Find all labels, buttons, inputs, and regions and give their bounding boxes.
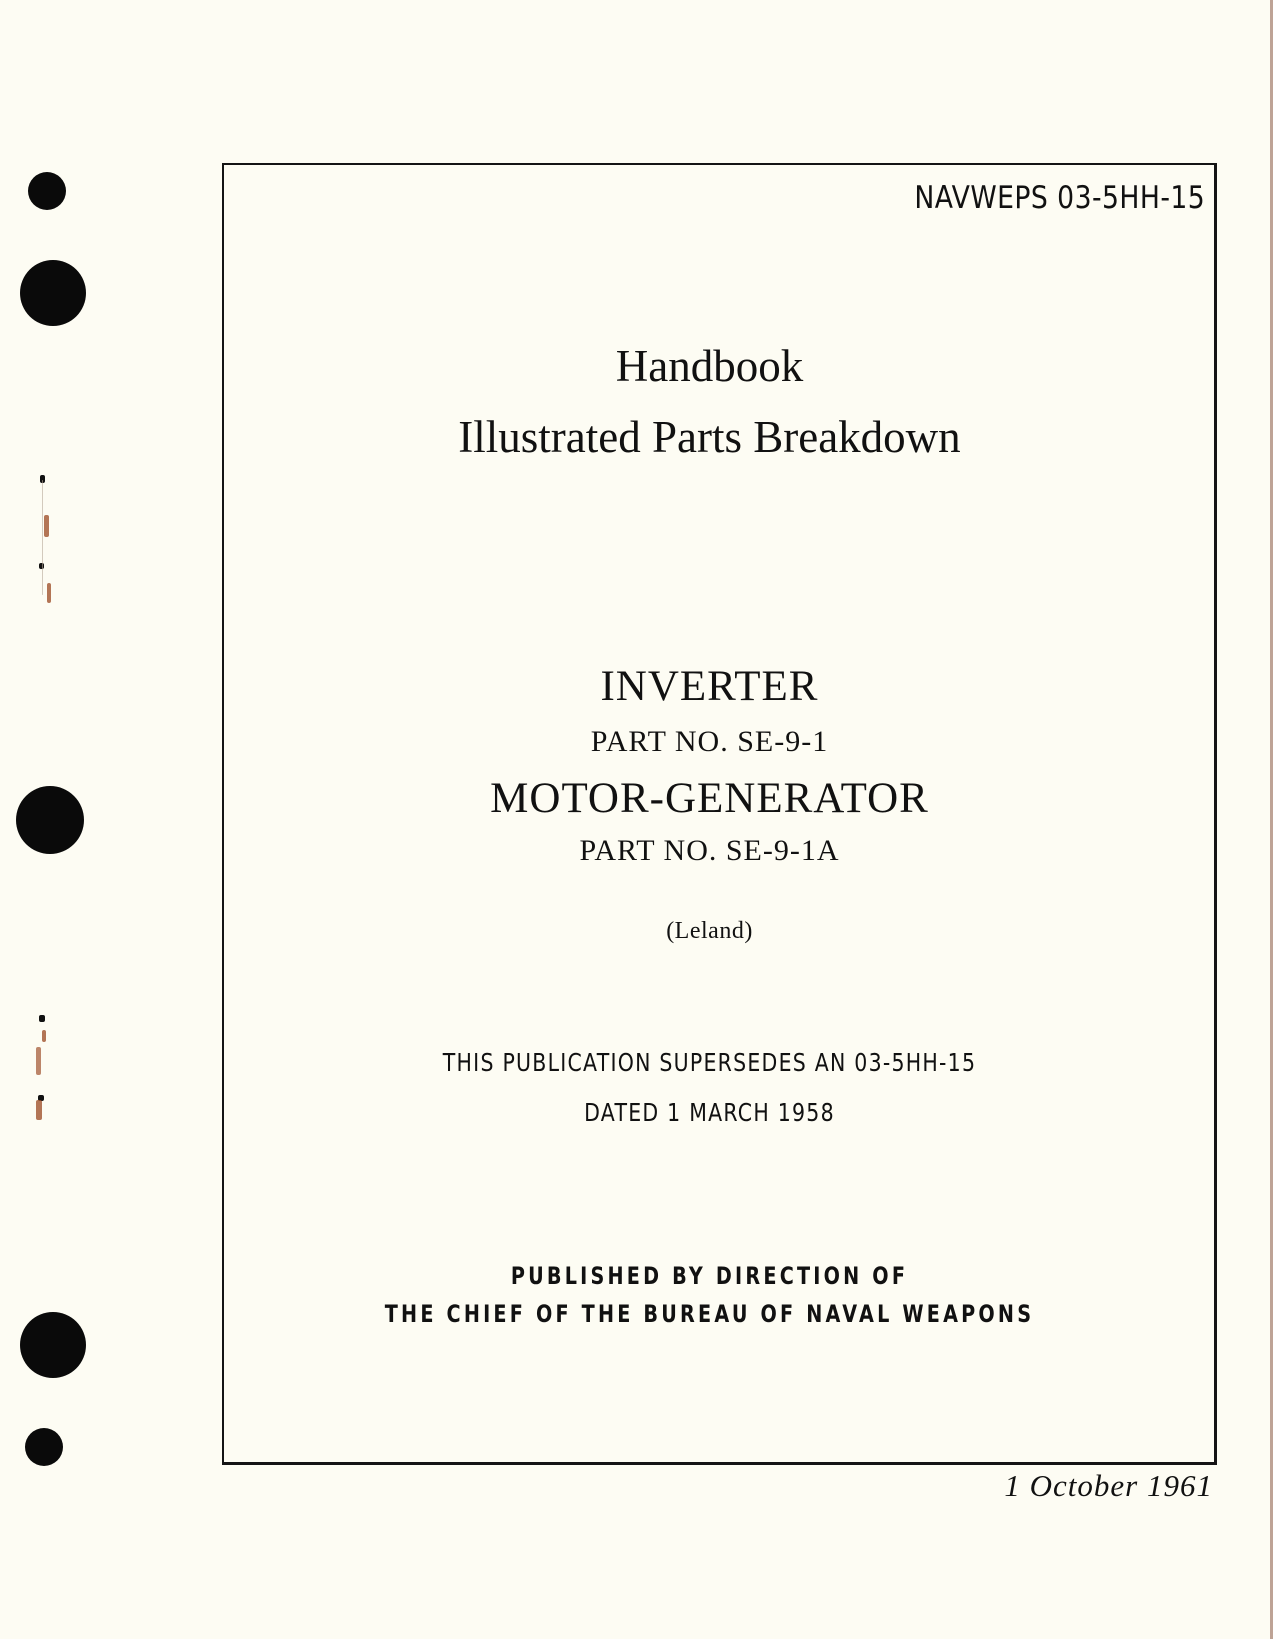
supersedes-date: DATED 1 MARCH 1958 xyxy=(584,1098,835,1127)
binder-hole-1 xyxy=(28,172,66,210)
item-motor-generator-name: MOTOR-GENERATOR xyxy=(490,775,929,822)
binder-hole-3 xyxy=(16,786,84,854)
supersedes-notice: THIS PUBLICATION SUPERSEDES AN 03-5HH-15 xyxy=(442,1048,977,1077)
item-inverter-part-number: PART NO. SE-9-1 xyxy=(590,725,829,758)
publication-date: 1 October 1961 xyxy=(1004,1468,1213,1503)
title-illustrated-parts-breakdown: Illustrated Parts Breakdown xyxy=(458,412,961,462)
binder-hole-4 xyxy=(20,1312,86,1378)
item-motor-generator-part-number: PART NO. SE-9-1A xyxy=(579,834,840,867)
publisher-line-1: PUBLISHED BY DIRECTION OF xyxy=(510,1262,909,1290)
publisher-line-2: THE CHIEF OF THE BUREAU OF NAVAL WEAPONS xyxy=(384,1300,1035,1328)
binder-hole-2 xyxy=(20,260,86,326)
item-inverter-name: INVERTER xyxy=(600,663,819,710)
document-number: NAVWEPS 03-5HH-15 xyxy=(914,180,1205,216)
manufacturer: (Leland) xyxy=(666,918,753,944)
title-handbook: Handbook xyxy=(615,341,804,391)
binder-hole-5 xyxy=(25,1428,63,1466)
